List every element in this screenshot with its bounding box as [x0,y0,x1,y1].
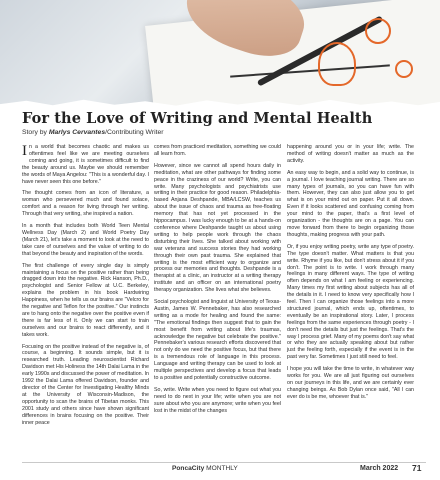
paragraph: In a world that becomes chaotic and makes us oftentimes feel like we are meeting ourselves coming and going, it is sometimes difficult to find the beauty around us. Maybe we should remember the words of Maya Angelou: "This is a wonderful day. I have never seen this one before." [22,143,149,185]
article-title: For the Love of Writing and Mental Health [22,110,373,127]
paragraph: However, since we cannot all spend hours daily in meditation, what are other pathways for finding some peace in the craziness of our world? Write, you can write. Many psychologists and psychiatrists use writing in their practice for good reason. Philadelphia-based Anjana Deshpande, MBA/LCSW, teaches us about the issue of chaos and trauma as free-floating memory that has not yet processed in the hippocampus. I was lucky enough to be at a hands-on conference where Deshpande taught us about using writing to help people work through the chaos disturbing their lives. She talked about working with war veterans and success stories they had working through their own past trauma. She explained that writing is the most efficient way to organize and process our memories and thoughts. Deshpande is a therapist at a clinic, an instructor at a writing therapy institute and an officer on an international poetry therapy organization. She lives what she believes. [154,162,281,294]
paragraph: An easy way to begin, and a solid way to continue, is a journal. I love teaching journal writing. There are so many types of journals, so you can have fun with them. However, they can also just allow you to get what is on your mind out on paper. Put it all down. Even if it looks scattered and confusing coming from your mind to the paper, that's a first level of organization - the thoughts are on a page. You can move forward from there to begin organizing those thoughts, making progress with your path. [287,169,414,238]
paragraph: happening around you or in your life; write. The method of writing doesn't matter as much as the activity. [287,144,414,164]
paragraph: The thought comes from an icon of literature, a woman who persevered much and found solace, comfort and a reason for living through her writing. Through that very writing, she inspired a nation. [22,190,149,218]
paragraph: The first challenge of every single day is simply maintaining a focus on the positive rather than being dragged down into the negative. Rick Hanson, Ph.D., psychologist and Senior Fellow at U.C. Berkeley, explains the problem in his book Hardwiring Happiness, when he tells us our brains are "Velcro for the negative and Teflon for the positive." Our instincts are to hang onto the negative over the positive even if there is far less of it. Only we can start to train ourselves and our brains to react differently, and it takes work. [22,262,149,338]
issue-date: March 2022 [360,465,399,472]
paragraph: In a month that includes both World Teen Mental Wellness Day (March 2) and World Poetry Day (March 21), let's take a moment to look at the need to take care of ourselves and the value of writing to do that beyond the beauty and inspiration of the words. [22,223,149,257]
circle-doodle-icon [395,60,413,78]
spiral-doodle-icon [365,18,391,44]
article-column-3 [287,144,414,406]
footer-rule [22,462,426,463]
page-number: 71 [412,463,422,473]
lightbulb-doodle-icon [318,42,356,86]
paragraph: So, write. Write when you need to figure out what you need to do next in your life; write when you are not sure about who you are anymore; write when you feel lost in the midst of the changes [154,386,281,414]
drop-cap: I [22,143,27,159]
paragraph: Social psychologist and linguist at University of Texas-Austin, James W. Pennebaker, has also researched writing as a mode for healing and found the same: "The emotional findings then suggest that to gain the most benefit from writing about life's traumas, acknowledge the negative but celebrate the positive." Pennebaker's various research efforts discovered that not only do we need the positive focus, but that there is a tremendous role of language in this process. Language and writing therapy can be used to look at multiple perspectives and develop a focus that leads to a positive and potentially constructive outcome. [154,299,281,381]
header-photo [0,0,440,108]
publication-name: PoncaCity MONTHLY [172,465,238,472]
paragraph: Focusing on the positive instead of the negative is, of course, a beginning. It sounds simple, but it is researched truth. Leading neuroscientist Richard Davidson met His Holiness the 14th Dalai Lama in the early 1990s and discussed the power of meditation. In 1992 the Dalai Lama offered Davidson, founder and director of the Center for Investigating Healthy Minds at the University of Wisconsin-Madison, the opportunity to scan the brains of Tibetan monks. This 2001 study and others since have shown significant differences in brains focusing on the positive. Their inner peace [22,343,149,426]
paragraph: I hope you will take the time to write, in whatever way works for you. We are all just figuring out ourselves on our journeys in this life, and we are certainly ever changing beings. As Bob Dylan once said, "All I can ever do is be me, whoever that is." [287,366,414,400]
paragraph: Or, if you enjoy writing poetry, write any type of poetry. The type doesn't matter. What matters is that you write. Rhyme if you like, but don't stress about it if you don't. The point is to write. I work through many feelings in many different ways. The type of writing often depends on what I am feeling or experiencing. Many times my first writing about subjects has all of the details in it. I need to know very specifically how I feel. Then I can organize those feelings into a more structured journal, which ends up, oftentimes, to eventually be an inspirational story. Later, I process feelings from the same experiences through poetry - I don't need the details but just the feelings. That's the way I process grief. Many of my poems don't say what or who they are actually speaking about but rather just the feeling forth, especially if the event is in the past very far. Sometimes I just still need to feel. [287,243,415,361]
byline-role: /Contributing Writer [105,129,164,136]
article-column-2 [154,144,281,420]
article-column-1 [22,144,149,431]
byline-prefix: Story by [22,129,49,136]
byline [22,129,164,136]
author-name: Marlys Cervantes [48,129,106,136]
paragraph: comes from practiced meditation, something we could all learn from. [154,144,281,157]
